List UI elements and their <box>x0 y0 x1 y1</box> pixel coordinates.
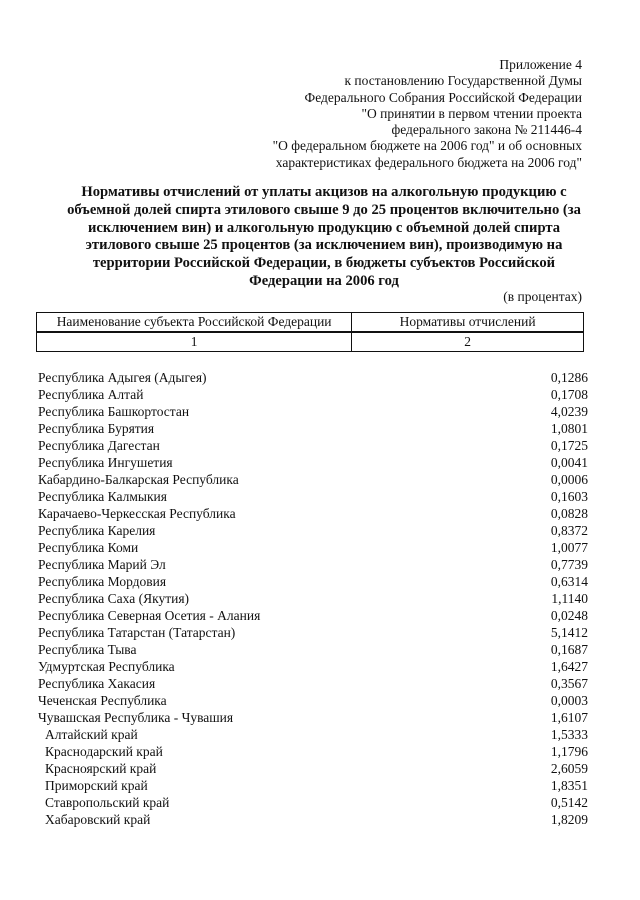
norm-value: 0,1286 <box>550 370 588 385</box>
subject-name: Красноярский край <box>45 761 157 776</box>
appendix-line: Федерального Собрания Российской Федерации <box>304 89 582 105</box>
subject-name: Алтайский край <box>45 727 138 742</box>
subject-name: Краснодарский край <box>45 744 163 759</box>
appendix-line: характеристиках федерального бюджета на 2006 год" <box>275 154 582 170</box>
appendix-line: к постановлению Государственной Думы <box>344 73 582 89</box>
table-row <box>38 743 588 760</box>
title-line: объемной долей спирта этилового свыше 9 до 25 процентов включительно (за <box>67 201 581 218</box>
table-row <box>38 556 588 573</box>
norm-value: 0,8372 <box>550 523 588 538</box>
table-row <box>38 777 588 794</box>
title-line: территории Российской Федерации, в бюджеты субъектов Российской <box>92 255 556 272</box>
norm-value: 0,3567 <box>550 676 588 691</box>
norm-value: 0,1708 <box>550 387 588 402</box>
subject-name: Чувашская Республика - Чувашия <box>38 710 234 725</box>
subject-name: Республика Марий Эл <box>38 557 166 572</box>
table-row <box>38 369 588 386</box>
table-row <box>38 811 588 828</box>
table-row <box>38 794 588 811</box>
column-header-norms: Нормативы отчислений <box>352 313 584 333</box>
table-row <box>38 437 588 454</box>
subject-name: Республика Коми <box>38 540 139 555</box>
subject-name: Приморский край <box>45 778 148 793</box>
table-row <box>38 641 588 658</box>
appendix-header <box>222 57 582 171</box>
subject-name: Республика Хакасия <box>38 676 156 691</box>
norm-value: 4,0239 <box>550 404 588 419</box>
subject-name: Республика Мордовия <box>38 574 167 589</box>
table-row <box>38 522 588 539</box>
subject-name: Республика Бурятия <box>38 421 155 436</box>
norm-value: 0,5142 <box>550 795 588 810</box>
norm-value: 0,0003 <box>550 693 588 708</box>
subject-name: Карачаево-Черкесская Республика <box>38 506 236 521</box>
column-number-2: 2 <box>352 332 584 352</box>
norm-value: 0,1725 <box>550 438 588 453</box>
norm-value: 0,0248 <box>550 608 588 623</box>
subject-name: Республика Саха (Якутия) <box>38 591 190 606</box>
table-body <box>38 369 588 828</box>
appendix-line: Приложение 4 <box>499 57 582 72</box>
table-row <box>38 624 588 641</box>
title-line: Федерации на 2006 год <box>249 272 399 289</box>
table-row <box>38 471 588 488</box>
norm-value: 1,6427 <box>550 659 588 674</box>
norm-value: 1,1140 <box>551 591 588 606</box>
subject-name: Республика Дагестан <box>38 438 160 453</box>
norm-value: 1,0801 <box>550 421 588 436</box>
norm-value: 1,6107 <box>550 710 588 725</box>
table-row <box>38 607 588 624</box>
norm-value: 0,0828 <box>550 506 588 521</box>
table-header <box>36 312 584 352</box>
appendix-line: "О принятии в первом чтении проекта <box>361 105 582 121</box>
table-row <box>38 726 588 743</box>
column-header-subject: Наименование субъекта Российской Федерации <box>37 313 352 333</box>
subject-name: Республика Алтай <box>38 387 144 402</box>
title-line: Нормативы отчислений от уплаты акцизов на алкогольную продукцию с <box>81 184 567 200</box>
subject-name: Хабаровский край <box>45 812 151 827</box>
norm-value: 0,6314 <box>550 574 588 589</box>
norm-value: 0,0041 <box>550 455 588 470</box>
table-row <box>38 760 588 777</box>
table-row <box>38 675 588 692</box>
norm-value: 2,6059 <box>550 761 588 776</box>
subject-name: Республика Ингушетия <box>38 455 173 470</box>
table-row <box>38 454 588 471</box>
document-title <box>58 184 590 291</box>
unit-note: (в процентах) <box>503 289 582 304</box>
norm-value: 0,1687 <box>550 642 588 657</box>
table-row <box>38 386 588 403</box>
subject-name: Ставропольский край <box>45 795 170 810</box>
norm-value: 0,1603 <box>550 489 588 504</box>
subject-name: Республика Калмыкия <box>38 489 167 504</box>
table-row <box>38 539 588 556</box>
title-line: исключением вин) и алкогольную продукцию с объемной долей спирта <box>87 219 561 236</box>
table-row <box>38 505 588 522</box>
norm-value: 1,5333 <box>550 727 588 742</box>
norm-value: 0,0006 <box>550 472 588 487</box>
subject-name: Республика Адыгея (Адыгея) <box>38 370 207 385</box>
subject-name: Республика Карелия <box>38 523 156 538</box>
norm-value: 0,7739 <box>550 557 588 572</box>
norm-value: 1,0077 <box>550 540 588 555</box>
subject-name: Чеченская Республика <box>38 693 167 708</box>
norm-value: 1,8351 <box>550 778 588 793</box>
subject-name: Республика Башкортостан <box>38 404 190 419</box>
subject-name: Республика Тыва <box>38 642 137 657</box>
subject-name: Удмуртская Республика <box>38 659 175 674</box>
subject-name: Республика Татарстан (Татарстан) <box>38 625 236 640</box>
table-row <box>38 658 588 675</box>
table-row <box>38 709 588 726</box>
table-row <box>38 692 588 709</box>
column-number-1: 1 <box>37 332 352 352</box>
table-row <box>38 488 588 505</box>
appendix-line: федерального закона № 211446-4 <box>391 122 582 138</box>
table-row <box>38 590 588 607</box>
table-row <box>38 420 588 437</box>
table-row <box>38 573 588 590</box>
title-line: этилового свыше 25 процентов (за исключением вин), производимую на <box>85 237 563 254</box>
norm-value: 5,1412 <box>550 625 588 640</box>
appendix-line: "О федеральном бюджете на 2006 год" и об основных <box>272 138 582 154</box>
subject-name: Республика Северная Осетия - Алания <box>38 608 261 623</box>
subject-name: Кабардино-Балкарская Республика <box>38 472 239 487</box>
norm-value: 1,1796 <box>550 744 588 759</box>
table-row <box>38 403 588 420</box>
norm-value: 1,8209 <box>550 812 588 827</box>
